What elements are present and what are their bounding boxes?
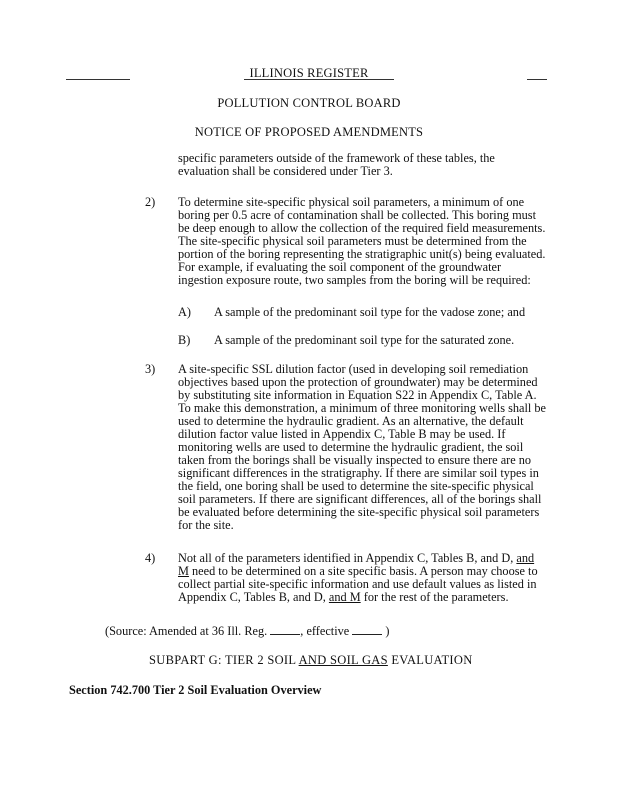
item-3-line: monitoring wells are used to determine the hydraulic gradient, the soil [178, 440, 524, 454]
item-3-line: soil parameters. If there are significant differences, all of the borings shall [178, 492, 542, 506]
reg-blank [270, 624, 300, 635]
source-note: (Source: Amended at 36 Ill. Reg. , effective ) [105, 624, 390, 638]
item-2-line: portion of the boring representing the stratigraphic unit(s) being evaluated. [178, 247, 546, 261]
item-2-sub-b-text: A sample of the predominant soil type for the saturated zone. [214, 333, 515, 347]
item-2-line: To determine site-specific physical soil parameters, a minimum of one [178, 195, 525, 209]
item-2-line: boring per 0.5 acre of contamination shall be collected. This boring must [178, 208, 536, 222]
inserted-text: AND SOIL GAS [298, 653, 388, 667]
notice-title: NOTICE OF PROPOSED AMENDMENTS [194, 125, 424, 139]
inserted-text: M [178, 564, 189, 578]
item-3-line: significant differences in the stratigraphy. If there are similar soil types in [178, 466, 539, 480]
register-title: ILLINOIS REGISTER [249, 66, 369, 80]
item-3-line: used to determine the hydraulic gradient. As an alternative, the default [178, 414, 524, 428]
item-2-line: ingestion exposure route, two samples from the boring will be required: [178, 273, 531, 287]
item-3-line: taken from the borings shall be visually inspected to ensure there are no [178, 453, 532, 467]
inserted-text: and [516, 551, 535, 565]
item-2-sub-a-text: A sample of the predominant soil type for the vadose zone; and [214, 305, 526, 319]
item-3-line: objectives based upon the protection of groundwater) may be determined [178, 375, 538, 389]
item-3-line: be evaluated before determining the site-specific physical soil parameters [178, 505, 540, 519]
item-2-line: For example, if evaluating the soil component of the groundwater [178, 260, 502, 274]
board-title: POLLUTION CONTROL BOARD [217, 96, 401, 110]
item-2-sub-b-label: B) [178, 333, 191, 347]
item-3-number: 3) [145, 362, 156, 376]
effective-blank [352, 624, 382, 635]
item-2-sub-a-label: A) [178, 305, 191, 319]
item-4-line-4: Appendix C, Tables B, and D, and M for the rest of the parameters. [178, 590, 509, 604]
inserted-text: and M [328, 590, 361, 604]
item-3-line: dilution factor value listed in Appendix C, Table B may be used. If [178, 427, 506, 441]
subpart-heading: SUBPART G: TIER 2 SOIL AND SOIL GAS EVALUATION [149, 653, 473, 667]
item-2-number: 2) [145, 195, 156, 209]
section-heading: Section 742.700 Tier 2 Soil Evaluation Overview [69, 683, 322, 697]
item-3-line: To make this demonstration, a minimum of three monitoring wells shall be [178, 401, 546, 415]
item-4-line-1: Not all of the parameters identified in Appendix C, Tables B, and D, and [178, 551, 535, 565]
item-3-line: the field, one boring shall be used to determine the site-specific physical [178, 479, 534, 493]
item-3-line: A site-specific SSL dilution factor (used in developing soil remediation [178, 362, 529, 376]
item-2-line: The site-specific physical soil parameters must be determined from the [178, 234, 527, 248]
item-4-line-3: collect partial site-specific information and use default values as listed in [178, 577, 537, 591]
item-2-line: be deep enough to allow the collection of the required field measurements. [178, 221, 546, 235]
item-3-line: for the site. [178, 518, 234, 532]
item-4-line-2: M need to be determined on a site specific basis. A person may choose to [178, 564, 538, 578]
continuation-line-2: evaluation shall be considered under Tier 3. [178, 164, 393, 178]
item-4-number: 4) [145, 551, 156, 565]
continuation-line-1: specific parameters outside of the framework of these tables, the [178, 151, 495, 165]
item-3-line: by substituting site information in Equation S22 in Appendix C, Table A. [178, 388, 537, 402]
